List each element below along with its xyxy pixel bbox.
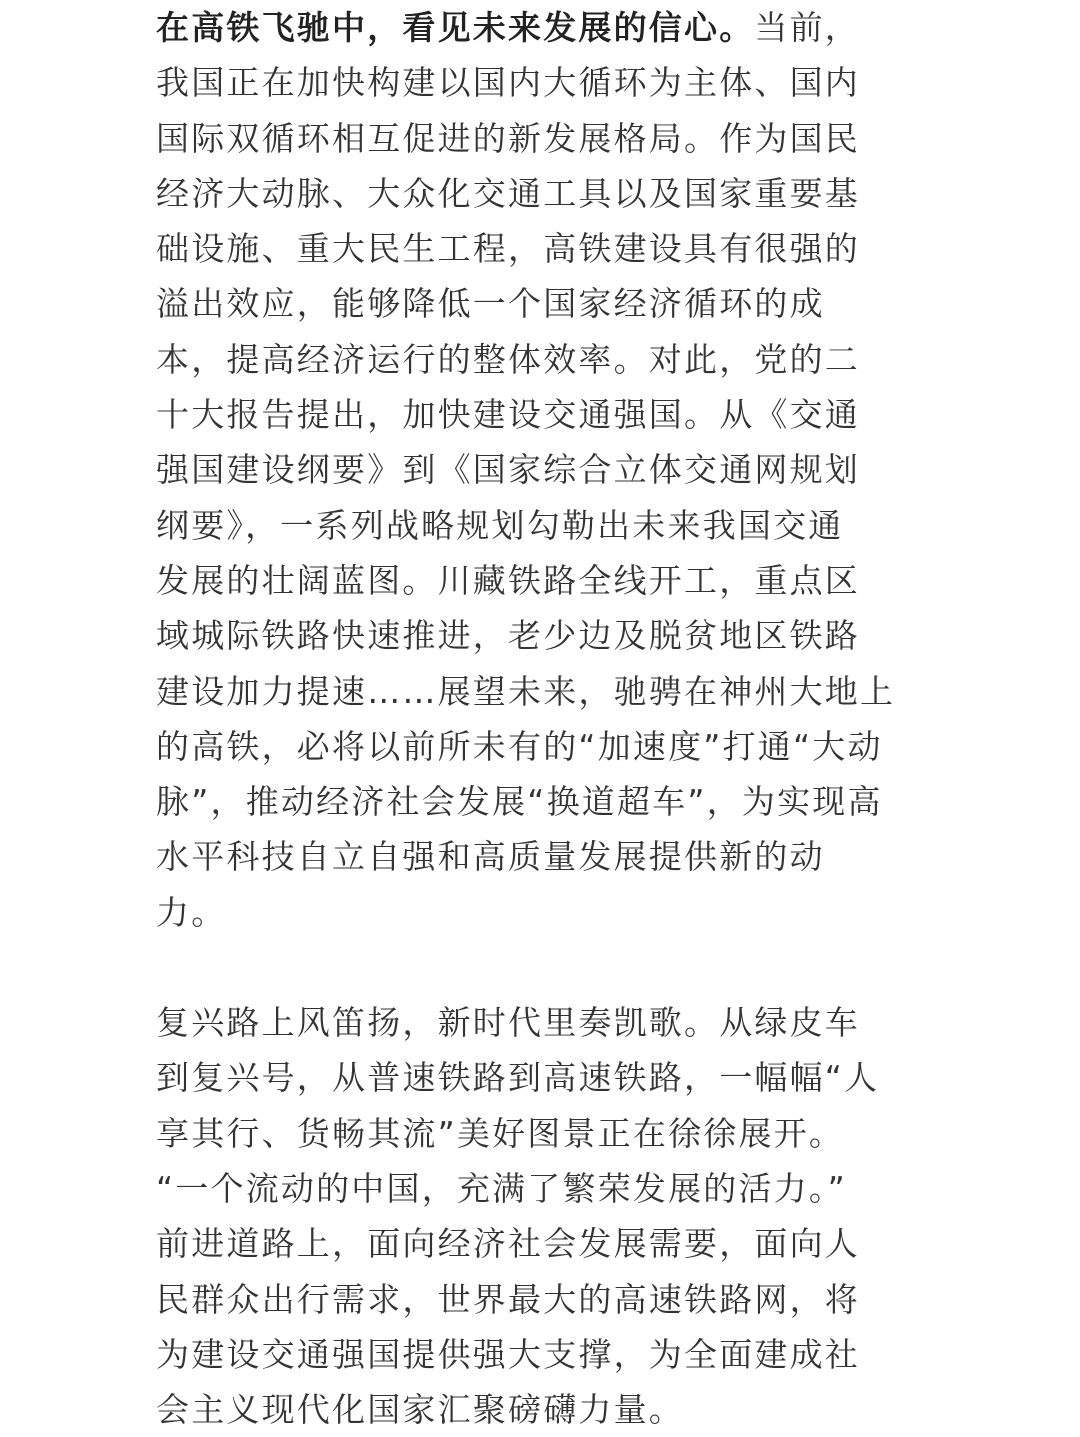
text-line: 本，提高经济运行的整体效率。对此，党的二: [156, 339, 860, 379]
text-line: 我国正在加快构建以国内大循环为主体、国内: [156, 63, 860, 103]
text-line: 力。: [156, 892, 227, 932]
text-line: 经济大动脉、大众化交通工具以及国家重要基: [156, 173, 860, 213]
text-line: 会主义现代化国家汇聚磅礴力量。: [156, 1390, 684, 1430]
line-text: 当前，: [754, 8, 861, 47]
text-line: 强国建设纲要》到《国家综合立体交通网规划: [156, 450, 860, 490]
text-line: 到复兴号，从普速铁路到高速铁路，一幅幅“人: [156, 1058, 880, 1098]
text-line: 民群众出行需求，世界最大的高速铁路网，将: [156, 1279, 860, 1319]
text-line: “一个流动的中国，充满了繁荣发展的活力。”: [156, 1168, 847, 1208]
paragraph-spacer: [156, 940, 926, 995]
text-line: 的高铁，必将以前所未有的“加速度”打通“大动: [156, 726, 883, 766]
text-line: 复兴路上风笛扬，新时代里奏凯歌。从绿皮车: [156, 1003, 860, 1043]
text-line: 十大报告提出，加快建设交通强国。从《交通: [156, 395, 860, 435]
lead-sentence-bold: 在高铁飞驰中，看见未来发展的信心。: [156, 8, 755, 47]
text-line: 水平科技自立自强和高质量发展提供新的动: [156, 837, 825, 877]
text-line: 脉”，推动经济社会发展“换道超车”，为实现高: [156, 782, 883, 822]
paragraph-1: [156, 0, 926, 940]
text-line: 域城际铁路快速推进，老少边及脱贫地区铁路: [156, 616, 860, 656]
text-line: 前进道路上，面向经济社会发展需要，面向人: [156, 1224, 860, 1264]
text-line: [156, 0, 926, 55]
text-line: 发展的壮阔蓝图。川藏铁路全线开工，重点区: [156, 560, 860, 600]
text-line: 为建设交通强国提供强大支撑，为全面建成社: [156, 1334, 860, 1374]
text-line: 国际双循环相互促进的新发展格局。作为国民: [156, 118, 860, 158]
text-line: 纲要》，一系列战略规划勾勒出未来我国交通: [156, 505, 844, 545]
text-line: 享其行、货畅其流”美好图景正在徐徐展开。: [156, 1113, 845, 1153]
text-line: 建设加力提速……展望未来，驰骋在神州大地上: [156, 671, 896, 711]
article-body: [156, 0, 926, 1437]
text-line: 础设施、重大民生工程，高铁建设具有很强的: [156, 229, 860, 269]
paragraph-2: [156, 995, 926, 1437]
text-line: 溢出效应，能够降低一个国家经济循环的成: [156, 284, 825, 324]
